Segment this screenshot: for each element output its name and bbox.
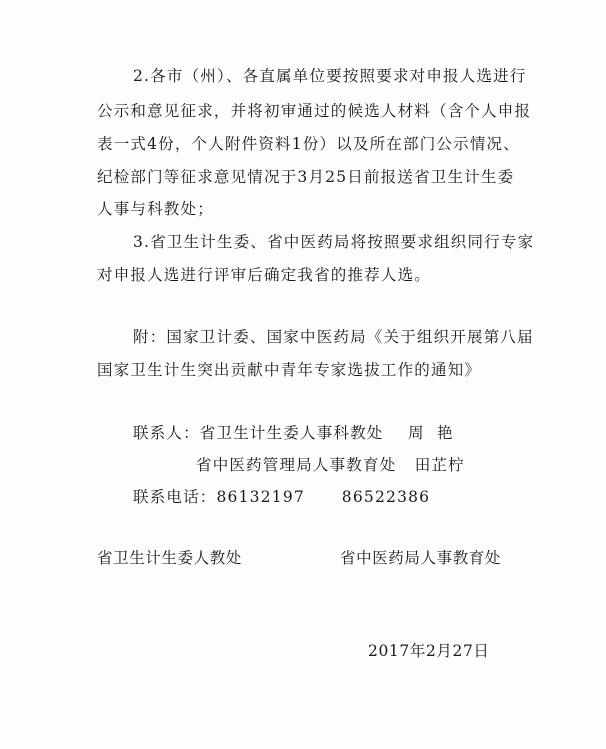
attachment-line-2: 国家卫生计生突出贡献中青年专家选拔工作的通知》 <box>97 361 482 379</box>
signature-right: 省中医药局人事教育处 <box>340 549 502 567</box>
item3-line-2: 对申报人选进行评审后确定我省的推荐人选。 <box>97 266 432 284</box>
item2-line-1: 2.各市（州）、各直属单位要按照要求对申报人选进行 <box>133 67 527 85</box>
item2-line-2: 公示和意见征求，并将初审通过的候选人材料（含个人申报 <box>97 102 532 120</box>
item2-line-5: 人事与科教处； <box>97 200 214 218</box>
contact-line-2: 省中医药管理局人事教育处 田芷柠 <box>196 456 465 474</box>
item2-line-3: 表一式4份，个人附件资料1份）以及所在部门公示情况、 <box>97 135 520 153</box>
attachment-line-1: 附：国家卫计委、国家中医药局《关于组织开展第八届 <box>133 328 534 346</box>
item3-line-1: 3.省卫生计生委、省中医药局将按照要求组织同行专家 <box>133 233 535 251</box>
document-date: 2017年2月27日 <box>368 642 490 660</box>
item2-line-4: 纪检部门等征求意见情况于3月25日前报送省卫生计生委 <box>97 168 515 186</box>
signature-left: 省卫生计生委人教处 <box>97 549 242 567</box>
contact-phone: 联系电话：86132197 86522386 <box>133 488 431 506</box>
contact-line-1: 联系人：省卫生计生委人事科教处 周 艳 <box>133 424 454 442</box>
